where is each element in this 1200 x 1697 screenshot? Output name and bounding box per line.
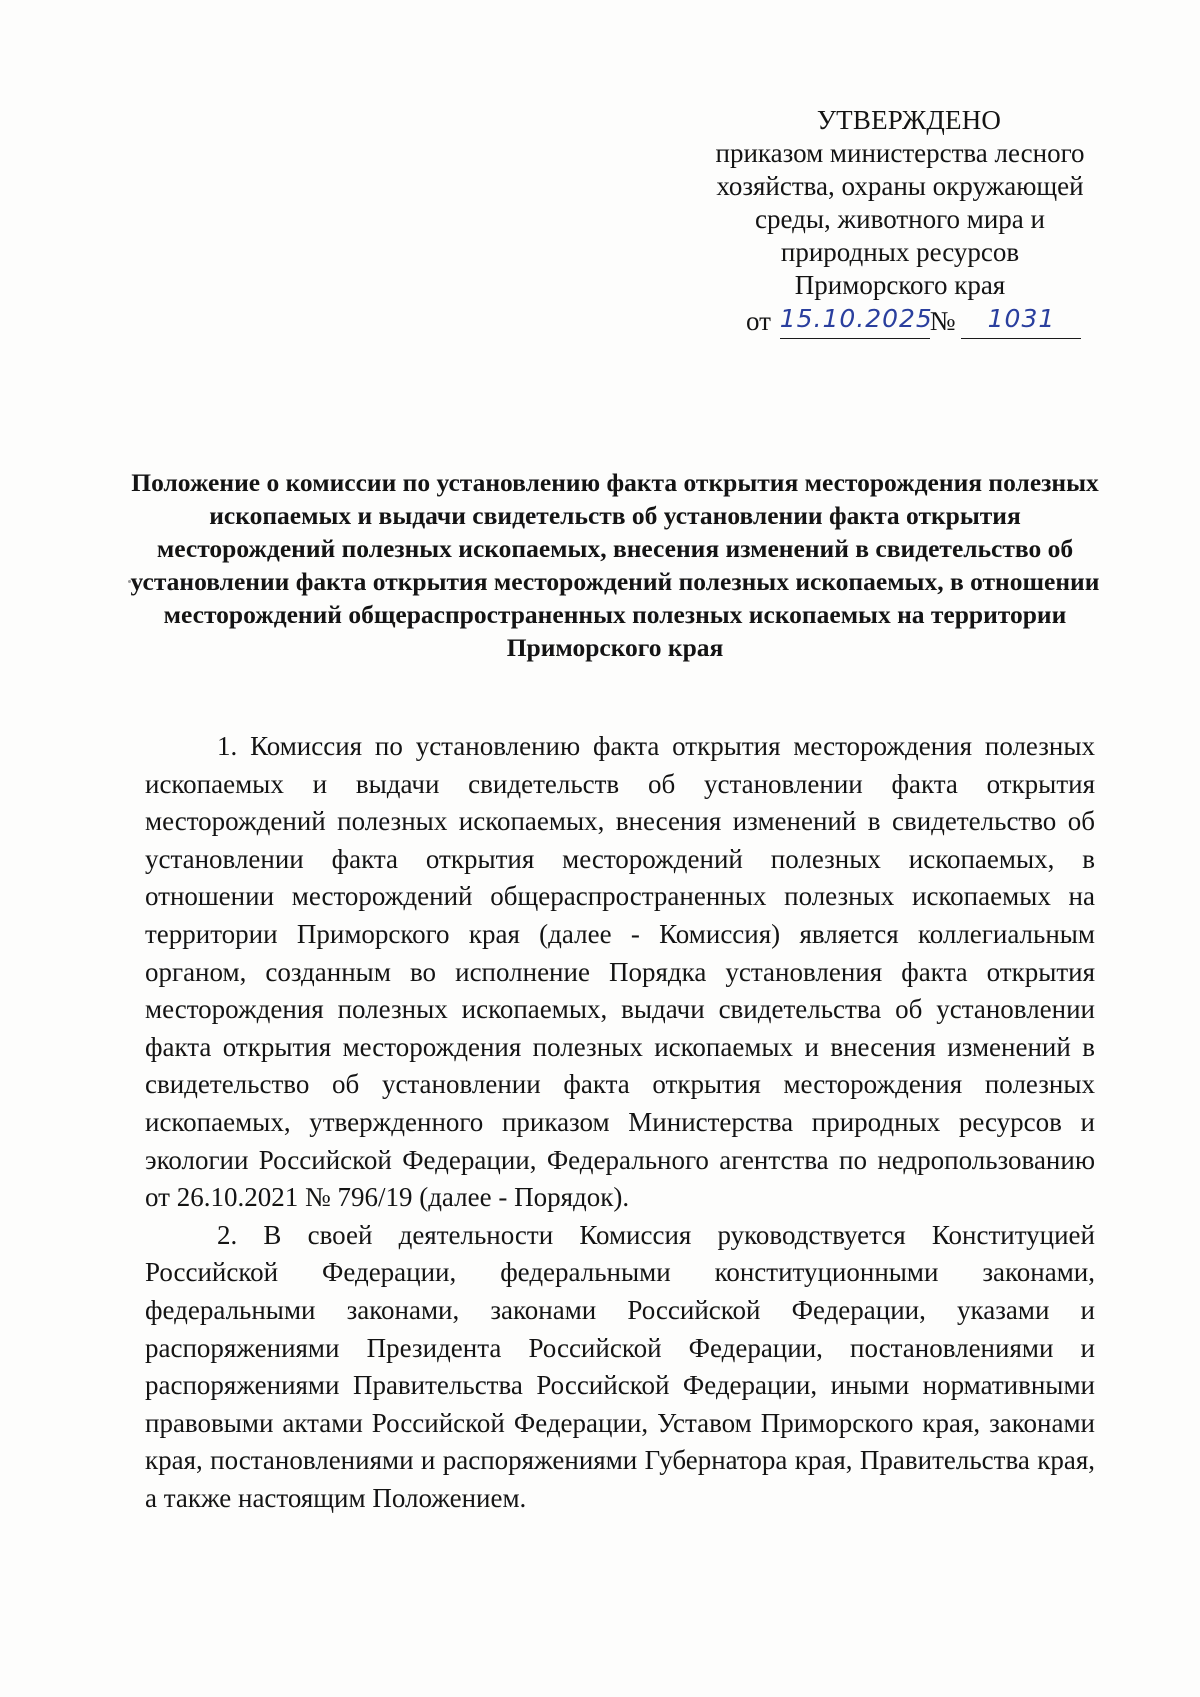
order-number-handwritten: 1031 xyxy=(987,304,1056,333)
order-date-field xyxy=(779,304,933,339)
paragraph-2: 2. В своей деятельности Комиссия руководствуется Конституцией Российской Федерации, федеральными конституционными законами, федеральными законами, законами Российской Федерации, указами и распоряжениями Президента Российской Федерации, постановлениями и распоряжениями Правительства Российской Федерации, иными нормативными правовыми актами Российской Федерации, Уставом Приморского края, законами края, постановлениями и распоряжениями Губернатора края, Правительства края, а также настоящим Положением. xyxy=(145,1219,1095,1513)
approval-line: хозяйства, охраны окружающей xyxy=(716,171,1084,201)
approval-line: природных ресурсов xyxy=(780,237,1020,267)
order-date-number-line xyxy=(690,305,1110,339)
approval-stamp-block xyxy=(690,104,1110,339)
approval-title: УТВЕРЖДЕНО xyxy=(816,105,1002,135)
document-body xyxy=(145,728,1095,1517)
document-title: Положение о комиссии по установлению факта открытия месторождения полезных ископаемых и выдачи свидетельств об установлении факта открытия месторождений полезных ископаемых, внесения изменений в свидетельство об установлении факта открытия месторождений полезных ископаемых, в отношении месторождений общераспространенных полезных ископаемых на территории Приморского края xyxy=(130,468,1100,662)
order-date-handwritten: 15.10.2025 xyxy=(779,304,933,333)
number-sign: № xyxy=(929,306,956,336)
date-prefix: от xyxy=(746,306,771,336)
approval-line: Приморского края xyxy=(794,270,1006,300)
approval-line: приказом министерства лесного xyxy=(715,138,1085,168)
paragraph-1: 1. Комиссия по установлению факта открытия месторождения полезных ископаемых и выдачи свидетельств об установлении факта открытия месторождений полезных ископаемых, внесения изменений в свидетельство об установлении факта открытия месторождений полезных ископаемых, в отношении месторождений общераспространенных полезных ископаемых на территории Приморского края (далее - Комиссия) является коллегиальным органом, созданным во исполнение Порядка установления факта открытия месторождения полезных ископаемых, выдачи свидетельства об установлении факта открытия месторождения полезных ископаемых и внесения изменений в свидетельство об установлении факта открытия месторождения полезных ископаемых, утвержденного приказом Министерства природных ресурсов и экологии Российской Федерации, Федерального агентства по недропользованию от 26.10.2021 № 796/19 (далее - Порядок). xyxy=(145,731,1095,1213)
approval-line: среды, животного мира и xyxy=(755,204,1045,234)
order-number-field xyxy=(961,305,1081,339)
